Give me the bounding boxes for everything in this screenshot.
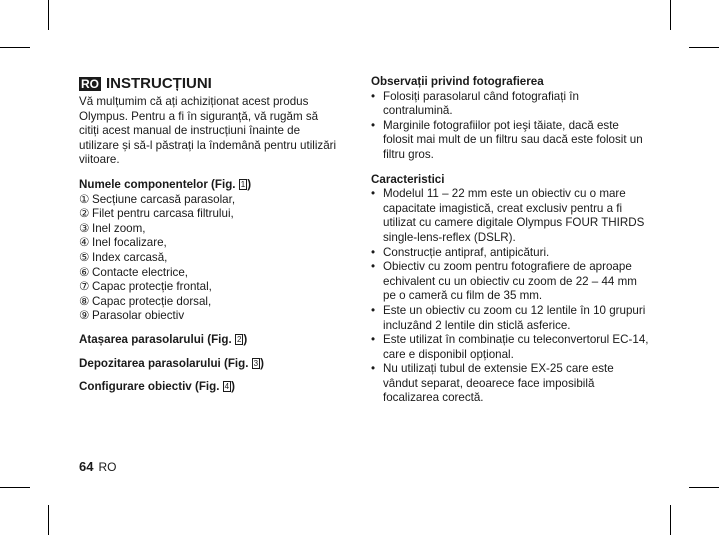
- crop-mark: [670, 0, 671, 30]
- figure-ref-icon: 2: [236, 334, 242, 344]
- page-title: [79, 75, 341, 93]
- language-badge: RO: [81, 77, 99, 91]
- observations-list: [371, 90, 651, 163]
- left-column: [79, 75, 341, 395]
- list-item: ⑤ Index carcasă,: [79, 250, 168, 264]
- list-item: • Marginile fotografiilor pot ieşi tăiate, dacă este folosit mai mult de un filtru sau dacă este folosit un filtru gros.: [371, 119, 651, 163]
- crop-mark: [48, 0, 49, 30]
- config-heading: Configurare obiectiv (Fig. 4 ): [79, 380, 235, 394]
- crop-mark: [689, 47, 719, 48]
- crop-mark: [0, 487, 30, 488]
- features-list: [371, 187, 651, 406]
- list-item: • Este un obiectiv cu zoom cu 12 lentile în 10 grupuri incluzând 2 lentile din sticlă asferice.: [371, 304, 651, 333]
- features-heading: Caracteristici: [371, 172, 445, 186]
- list-item: ④ Inel focalizare,: [79, 236, 167, 250]
- observations-heading: Observații privind fotografierea: [371, 75, 544, 88]
- figure-ref-icon: 4: [224, 382, 230, 392]
- figure-ref-icon: 1: [240, 179, 246, 189]
- list-item: • Folosiți parasolarul când fotografiați în contralumină.: [371, 90, 651, 119]
- list-item: ⑧ Capac protecție dorsal,: [79, 294, 212, 308]
- list-item: ⑦ Capac protecție frontal,: [79, 280, 212, 294]
- list-item: ③ Inel zoom,: [79, 221, 146, 235]
- storage-heading: Depozitarea parasolarului (Fig. 3 ): [79, 356, 264, 370]
- crop-mark: [670, 505, 671, 535]
- components-heading: Numele componentelor (Fig. 1 ): [79, 177, 252, 191]
- list-item: • Este utilizat în combinație cu teleconvertorul EC-14, care e disponibil opțional.: [371, 333, 651, 362]
- list-item: ⑥ Contacte electrice,: [79, 265, 189, 279]
- list-item: • Nu utilizați tubul de extensie EX-25 care este vândut separat, deoarece face imposibilă focalizarea corectă.: [371, 362, 651, 406]
- list-item: • Modelul 11 – 22 mm este un obiectiv cu o mare capacitate imagistică, creat exclusiv pentru a fi utilizat cu camere digitale Olympus FOUR THIRDS single-lens-reflex (DSLR).: [371, 187, 651, 245]
- crop-mark: [48, 505, 49, 535]
- crop-mark: [689, 487, 719, 488]
- components-list: [79, 193, 341, 324]
- figure-ref-icon: 3: [253, 358, 259, 368]
- list-item: • Obiectiv cu zoom pentru fotografiere de aproape echivalent cu un obiectiv cu zoom de 22 – 44 mm pe o cameră cu film de 35 mm.: [371, 260, 651, 304]
- list-item: ① Secțiune carcasă parasolar,: [79, 192, 236, 206]
- right-column: [371, 75, 651, 406]
- page-number: 64: [79, 459, 94, 474]
- footer-language: RO: [98, 460, 117, 474]
- list-item: • Construcție antipraf, antipicături.: [371, 246, 651, 261]
- page-footer: [79, 460, 116, 475]
- crop-mark: [0, 47, 30, 48]
- attach-heading: Atașarea parasolarului (Fig. 2 ): [79, 332, 248, 346]
- title-text: INSTRUCȚIUNI: [106, 75, 212, 92]
- list-item: ② Filet pentru carcasa filtrului,: [79, 207, 234, 221]
- intro-paragraph: Vă mulțumim că ați achiziționat acest produs Olympus. Pentru a fi în siguranță, vă rugăm să citiți acest manual de instrucțiuni înainte de utilizare și să-l păstrați la îndemână pentru utilizări viitoare.: [79, 95, 337, 167]
- list-item: ⑨ Parasolar obiectiv: [79, 309, 185, 323]
